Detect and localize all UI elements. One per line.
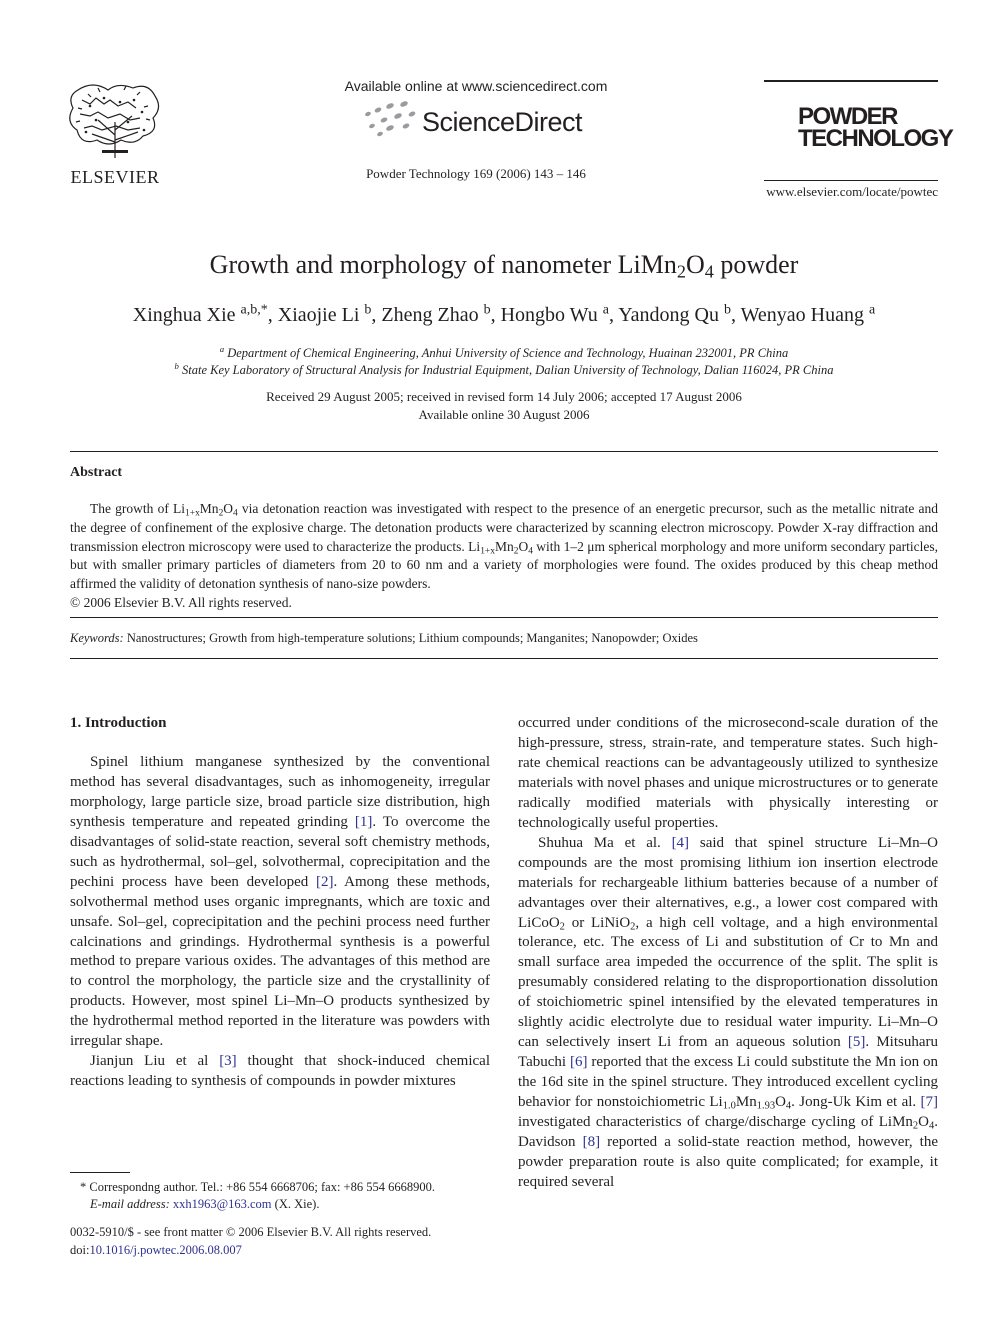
article-title: Growth and morphology of nanometer $LiMn_2O_4$ powder [209,250,799,282]
journal-logo-line2: TECHNOLOGY [798,125,953,152]
abstract-body [70,500,938,613]
elsevier-logo [68,80,162,188]
sciencedirect-wordmark: ScienceDirect [422,107,583,137]
citation-link[interactable]: [4] [671,834,690,851]
footnote-rule [70,1172,130,1173]
online-date: Available online 30 August 2006 [418,407,590,422]
article-dates [70,388,938,424]
paragraph: Jianjun Liu et al [3] thought that shock-induced chemical reactions leading to synthesis of compounds in powder mixtures [70,1053,490,1090]
author: Xiaojie Li [277,304,360,326]
left-column [70,714,490,1092]
abstract-heading: Abstract [70,465,123,480]
author: Wenyao Huang [740,304,864,326]
affiliation: $^b$ State Key Laboratory of Structural Analysis for Industrial Equipment, Dalian University of Technology, Dalian 116024, PR China [174,361,834,377]
journal-logo [764,80,953,181]
author-list: Xinghua Xie $^{a,b,*}$, Xiaojie Li $^b$, Zheng Zhao $^b$, Hongbo Wu $^a$, Yandong Qu $^b$, Wenyao Huang $^a$ [132,302,876,326]
author: Hongbo Wu [500,304,598,326]
citation-link[interactable]: [1] [354,813,373,830]
journal-logo-line1: POWDER [798,103,897,130]
citation-link[interactable]: [6] [570,1054,588,1071]
citation-link[interactable]: [8] [582,1134,601,1151]
section-heading: 1. Introduction [70,715,167,731]
journal-reference: Powder Technology 169 (2006) 143 – 146 [366,166,586,181]
elsevier-tree-icon [68,80,162,160]
journal-logo-top-rule [764,80,938,82]
available-online-text: Available online at www.sciencedirect.com [344,78,608,94]
citation-link[interactable]: [2] [316,873,334,890]
affiliation: $^a$ Department of Chemical Engineering, Anhui University of Science and Technology, Huainan 232001, PR China [219,344,789,360]
divider [70,451,938,452]
corresponding-author-footnote: * Correspondng author. Tel.: +86 554 6668706; fax: +86 554 6668900. E-mail address: xxh1963@163.com (X. Xie). [80,1180,435,1211]
journal-url[interactable]: www.elsevier.com/locate/powtec [766,184,938,199]
divider [70,617,938,618]
keywords: Keywords: Nanostructures; Growth from high-temperature solutions; Lithium compounds; Manganites; Nanopowder; Oxides [70,631,698,645]
issn-copyright: 0032-5910/$ - see front matter © 2006 Elsevier B.V. All rights reserved. [70,1225,432,1239]
email-link[interactable]: xxh1963@163.com [172,1196,272,1211]
publisher-wordmark: ELSEVIER [70,167,160,187]
paragraph: Spinel lithium manganese synthesized by the conventional method has several disadvantages, such as inhomogeneity, irregular morphology, large particle size, broad particle size distribution, high synthesis temperature and repeated grinding [1]. To overcome the disadvantages of solid-state reaction, several soft chemistry methods, such as hydrothermal, sol–gel, solvothermal, coprecipitation and the pechini process have been developed [2]. Among these methods, solvothermal method uses organic impregnants, which are toxic and unsafe. Sol–gel, coprecipitation and the pechini process need further calcinations and grindings. Hydrothermal synthesis is a powerful method to prepare various oxides. The advantages of this method are to control the morphology, the particle size and the crystallinity of products. However, most spinel Li–Mn–O products synthesized by the hydrothermal method reported in the literature was powders with irregular shape. [70,753,490,1050]
citation-link[interactable]: [7] [920,1094,939,1111]
abstract-text: The growth of $Li_{1+x}Mn_2O_4$ via detonation reaction was investigated with respect to the presence of an energetic precursor, such as the metallic nitrate and the degree of confinement of the explosive charge. The detonation products were characterized by scanning electron microscopy. Powder X-ray diffraction and transmission electron microscopy were used to characterize the products. $Li_{1+x}Mn_2O_4$ with 1–2 μm spherical morphology and more uniform secondary particles, but with smaller primary particles of diameters from 20 to 60 nm and a variety of morphologies were found. The oxides produced by this cheap method affirmed the validity of detonation synthesis of nano-size powders. [70,501,939,592]
author: Xinghua Xie [132,304,236,326]
front-matter-info: 0032-5910/$ - see front matter © 2006 Elsevier B.V. All rights reserved. doi:10.1016/j.powtec.2006.08.007 [70,1224,490,1259]
sciencedirect-logo [360,100,600,140]
abstract-copyright: © 2006 Elsevier B.V. All rights reserved. [70,594,292,610]
citation-link[interactable]: [3] [219,1053,237,1070]
received-dates: Received 29 August 2005; received in revised form 14 July 2006; accepted 17 August 2006 [266,389,742,404]
author: Zheng Zhao [381,304,479,326]
paragraph: Shuhua Ma et al. [4] said that spinel structure Li–Mn–O compounds are the most promising lithium ion insertion electrode materials for rechargeable lithium batteries because of a number of advantages over their alternatives, e.g., a lower cost compared with LiCoO$_2$ or LiNiO$_2$, a high cell voltage, and a high environmental tolerance, etc. The excess of Li and substitution of Cr to Mn and small surface area impeded the occurrence of the split. The split is presumably considered relating to the disproportionation dissolution of stoichiometric spinel intensified by the elevated temperatures in slightly acidic electrolyte due to residual water impurity. Li–Mn–O can selectively insert Li from an aqueous solution [5]. Mitsuharu Tabuchi [6] reported that the excess Li could substitute the Mn ion on the 16d site in the spinel structure. They introduced excellent cycling behavior for nonstoichiometric $Li_{1.0}Mn_{1.93}O_4$. Jong-Uk Kim et al. [7] investigated characteristics of charge/discharge cycling of $LiMn_2O_4$. Davidson [8] reported a solid-state reaction method, however, the powder preparation route is also quite complicated; for example, it required several [518,834,939,1190]
citation-link[interactable]: [5] [847,1034,866,1051]
divider [70,658,938,659]
affiliations [70,345,938,379]
author: Yandong Qu [618,304,719,326]
paragraph: occurred under conditions of the microsecond-scale duration of the high-pressure, stress, strain-rate, and temperature states. Such high-rate chemical reactions can be advantageously utilized to synthesize materials with novel phases and unique microstructures or to generate radically modified materials with physically interesting or technologically useful properties. [518,715,938,831]
journal-logo-bottom-rule [764,180,938,181]
sciencedirect-dots-icon [360,100,420,140]
right-column [518,714,938,1193]
doi-link[interactable]: 10.1016/j.powtec.2006.08.007 [89,1242,242,1257]
